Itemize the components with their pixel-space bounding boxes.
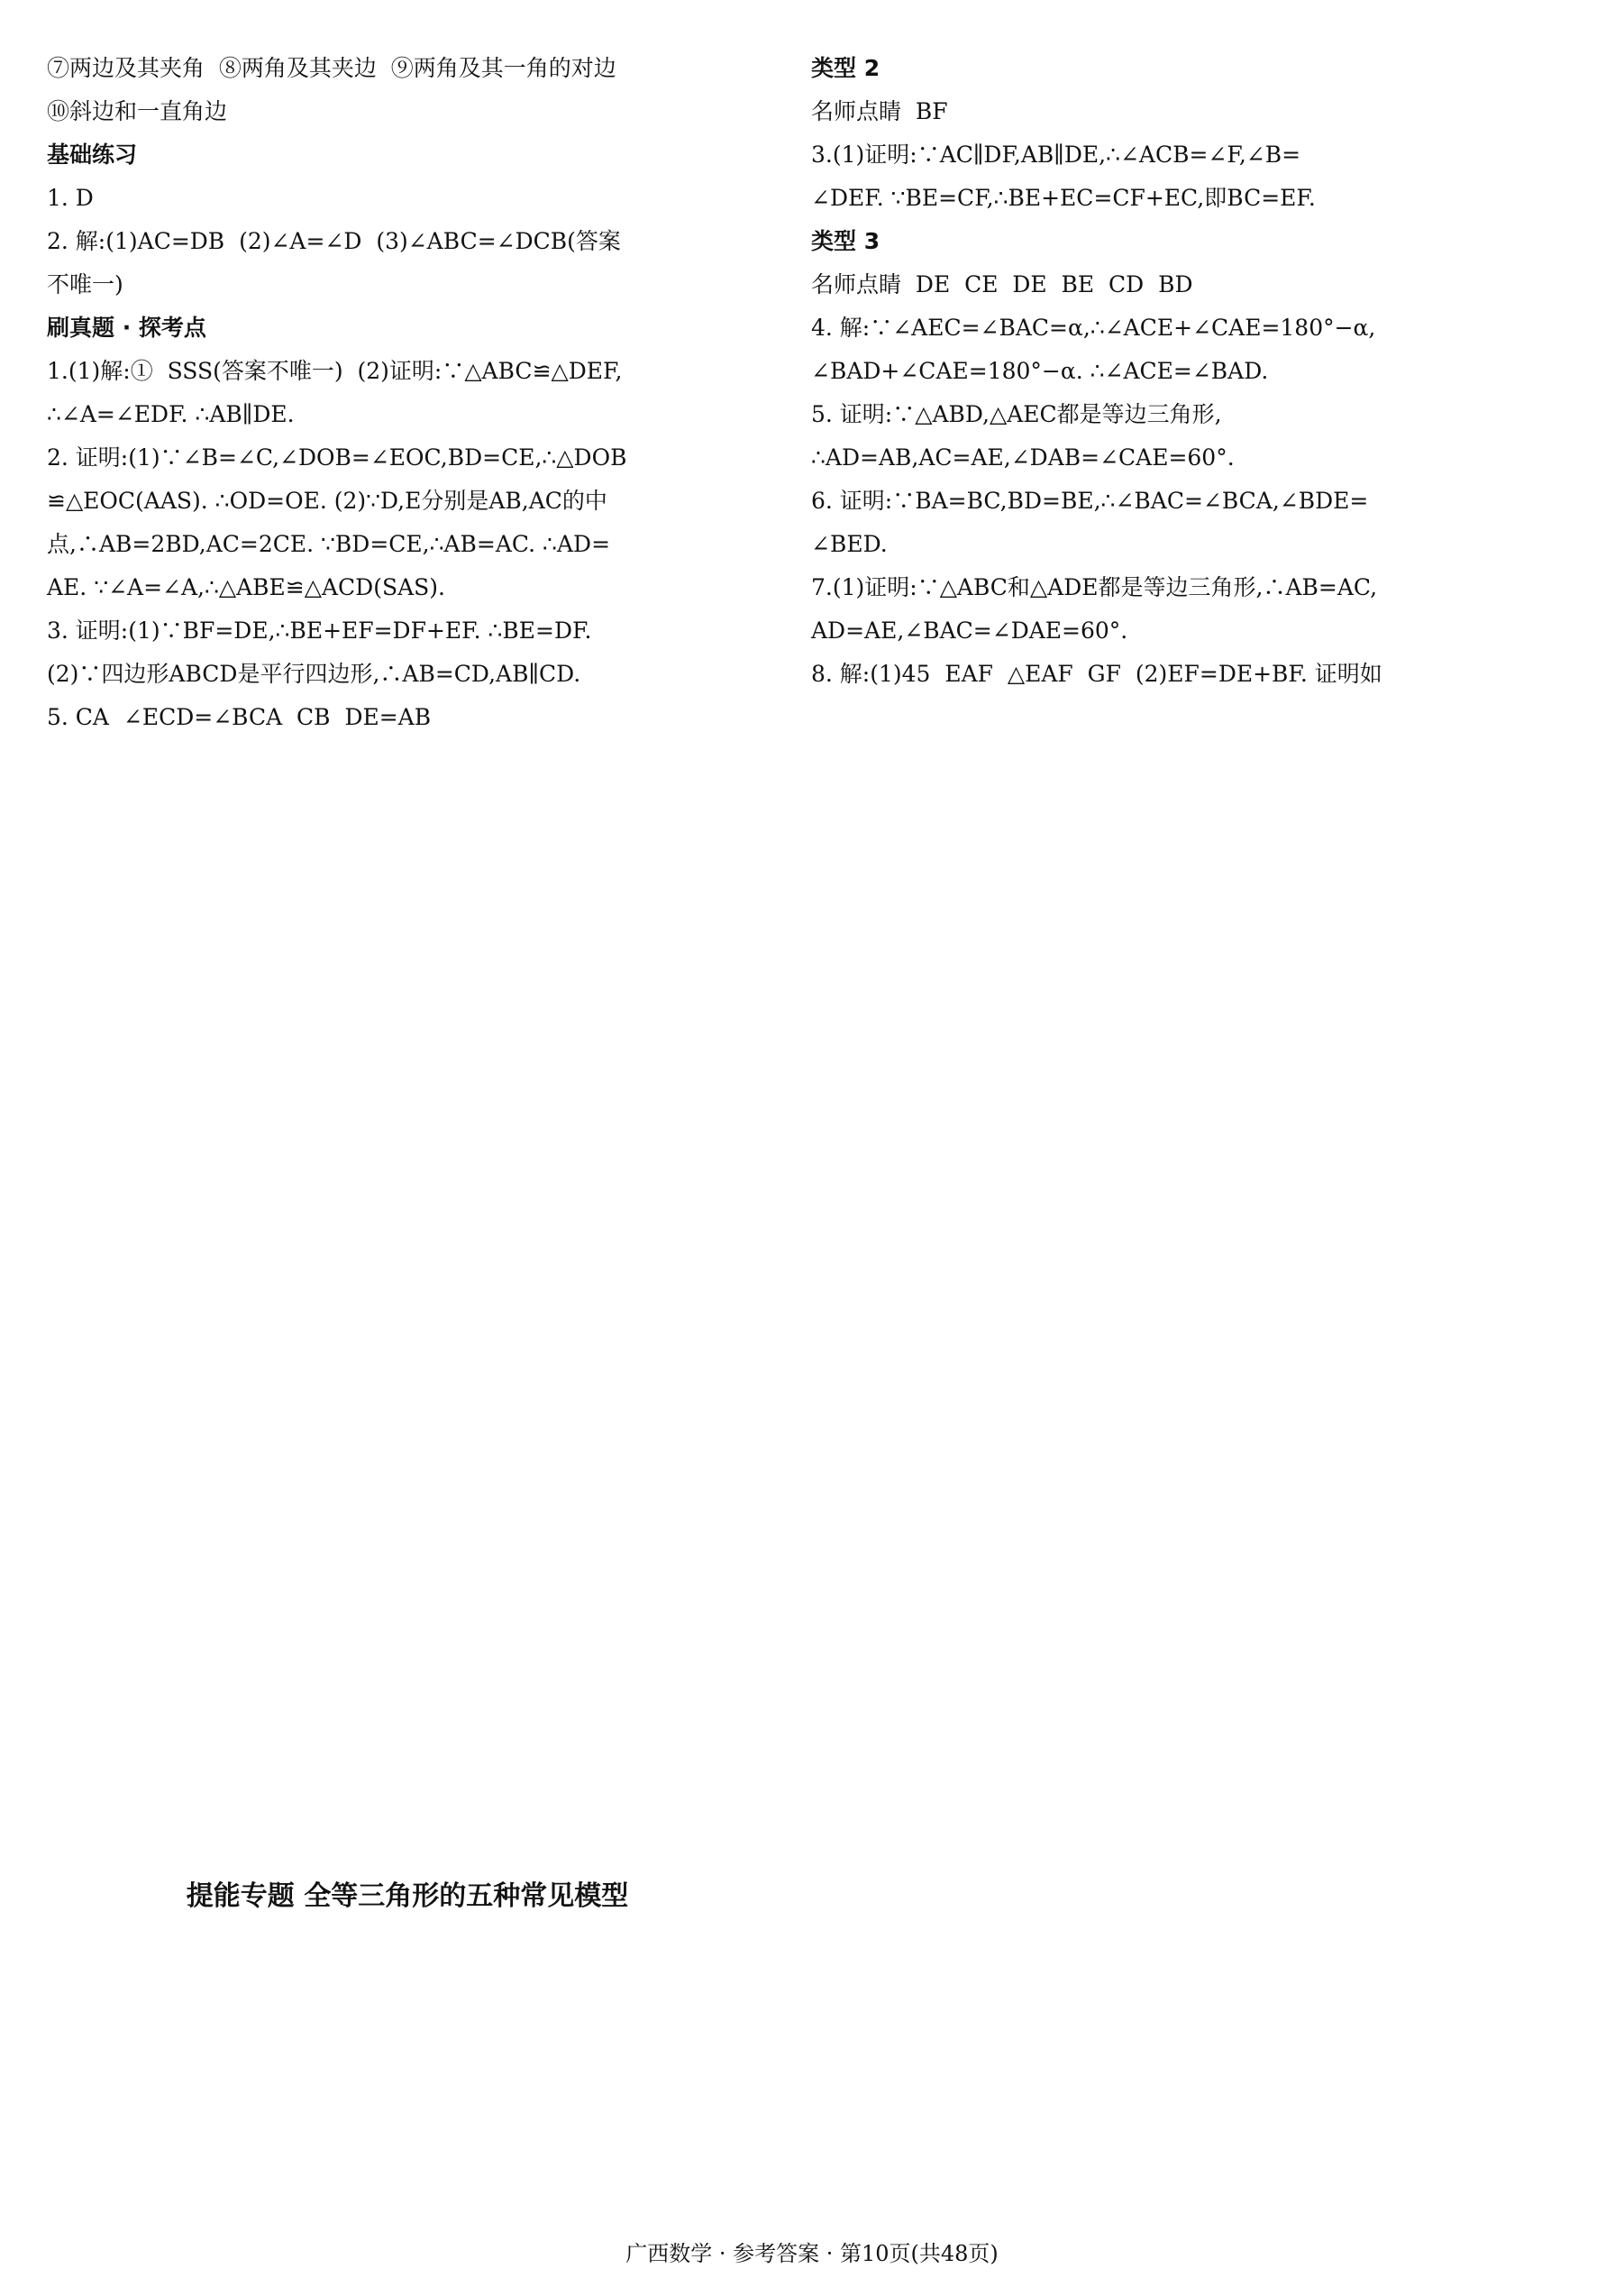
answer-line: ∠DEF. ∵BE=CF,∴BE+EC=CF+EC,即BC=EF. [811, 185, 1316, 211]
answer-line: ∴AD=AB,AC=AE,∠DAB=∠CAE=60°. [811, 444, 1235, 471]
page-footer: 广西数学 · 参考答案 · 第10页(共48页) [625, 2241, 999, 2266]
answer-line: 2. 证明:(1)∵∠B=∠C,∠DOB=∠EOC,BD=CE,∴△DOB [47, 444, 627, 471]
real-exam-heading: 刷真题 · 探考点 [47, 315, 206, 341]
intro-line: ⑩斜边和一直角边 [47, 98, 228, 124]
type-heading: 类型 3 [811, 228, 880, 254]
type-heading: 类型 2 [811, 55, 880, 81]
teacher-tip: 名师点睛 BF [811, 98, 948, 124]
answer-line: AD=AE,∠BAC=∠DAE=60°. [811, 617, 1128, 644]
answer-line: 6. 证明:∵BA=BC,BD=BE,∴∠BAC=∠BCA,∠BDE= [811, 488, 1369, 514]
answer-line: AE. ∵∠A=∠A,∴△ABE≌△ACD(SAS). [47, 574, 445, 600]
special-topic-title: 提能专题 全等三角形的五种常见模型 [186, 1880, 629, 1912]
answer-line: 2. 解:(1)AC=DB (2)∠A=∠D (3)∠ABC=∠DCB(答案 [47, 228, 621, 254]
answer-line: 7.(1)证明:∵△ABC和△ADE都是等边三角形,∴AB=AC, [811, 574, 1378, 600]
answer-line: ≌△EOC(AAS). ∴OD=OE. (2)∵D,E分别是AB,AC的中 [47, 488, 607, 514]
intro-line: ⑦两边及其夹角 ⑧两角及其夹边 ⑨两角及其一角的对边 [47, 55, 616, 81]
answer-line: 5. 证明:∵△ABD,△AEC都是等边三角形, [811, 401, 1222, 427]
answer-line: (2)∵四边形ABCD是平行四边形,∴AB=CD,AB∥CD. [47, 661, 581, 687]
answer-line: 1.(1)解:① SSS(答案不唯一) (2)证明:∵△ABC≌△DEF, [47, 358, 623, 384]
answer-line: 不唯一) [47, 271, 123, 297]
answer-line: 8. 解:(1)45 EAF △EAF GF (2)EF=DE+BF. 证明如 [811, 661, 1382, 687]
answer-line: ∴∠A=∠EDF. ∴AB∥DE. [47, 401, 295, 427]
teacher-tip: 名师点睛 DE CE DE BE CD BD [811, 271, 1193, 297]
answer-line: ∠BED. [811, 531, 888, 557]
answer-line: 3. 证明:(1)∵BF=DE,∴BE+EF=DF+EF. ∴BE=DF. [47, 617, 592, 644]
answer-line: ∠BAD+∠CAE=180°−α. ∴∠ACE=∠BAD. [811, 358, 1269, 384]
answer-line: 4. 解:∵∠AEC=∠BAC=α,∴∠ACE+∠CAE=180°−α, [811, 315, 1376, 341]
basic-practice-heading: 基础练习 [47, 142, 138, 168]
answer-line: 3.(1)证明:∵AC∥DF,AB∥DE,∴∠ACB=∠F,∠B= [811, 142, 1301, 168]
answer-line: 1. D [47, 185, 94, 211]
answer-line: 5. CA ∠ECD=∠BCA CB DE=AB [47, 704, 432, 730]
right-column [811, 47, 1532, 696]
left-column [47, 47, 768, 739]
answer-line: 点,∴AB=2BD,AC=2CE. ∵BD=CE,∴AB=AC. ∴AD= [47, 531, 611, 557]
